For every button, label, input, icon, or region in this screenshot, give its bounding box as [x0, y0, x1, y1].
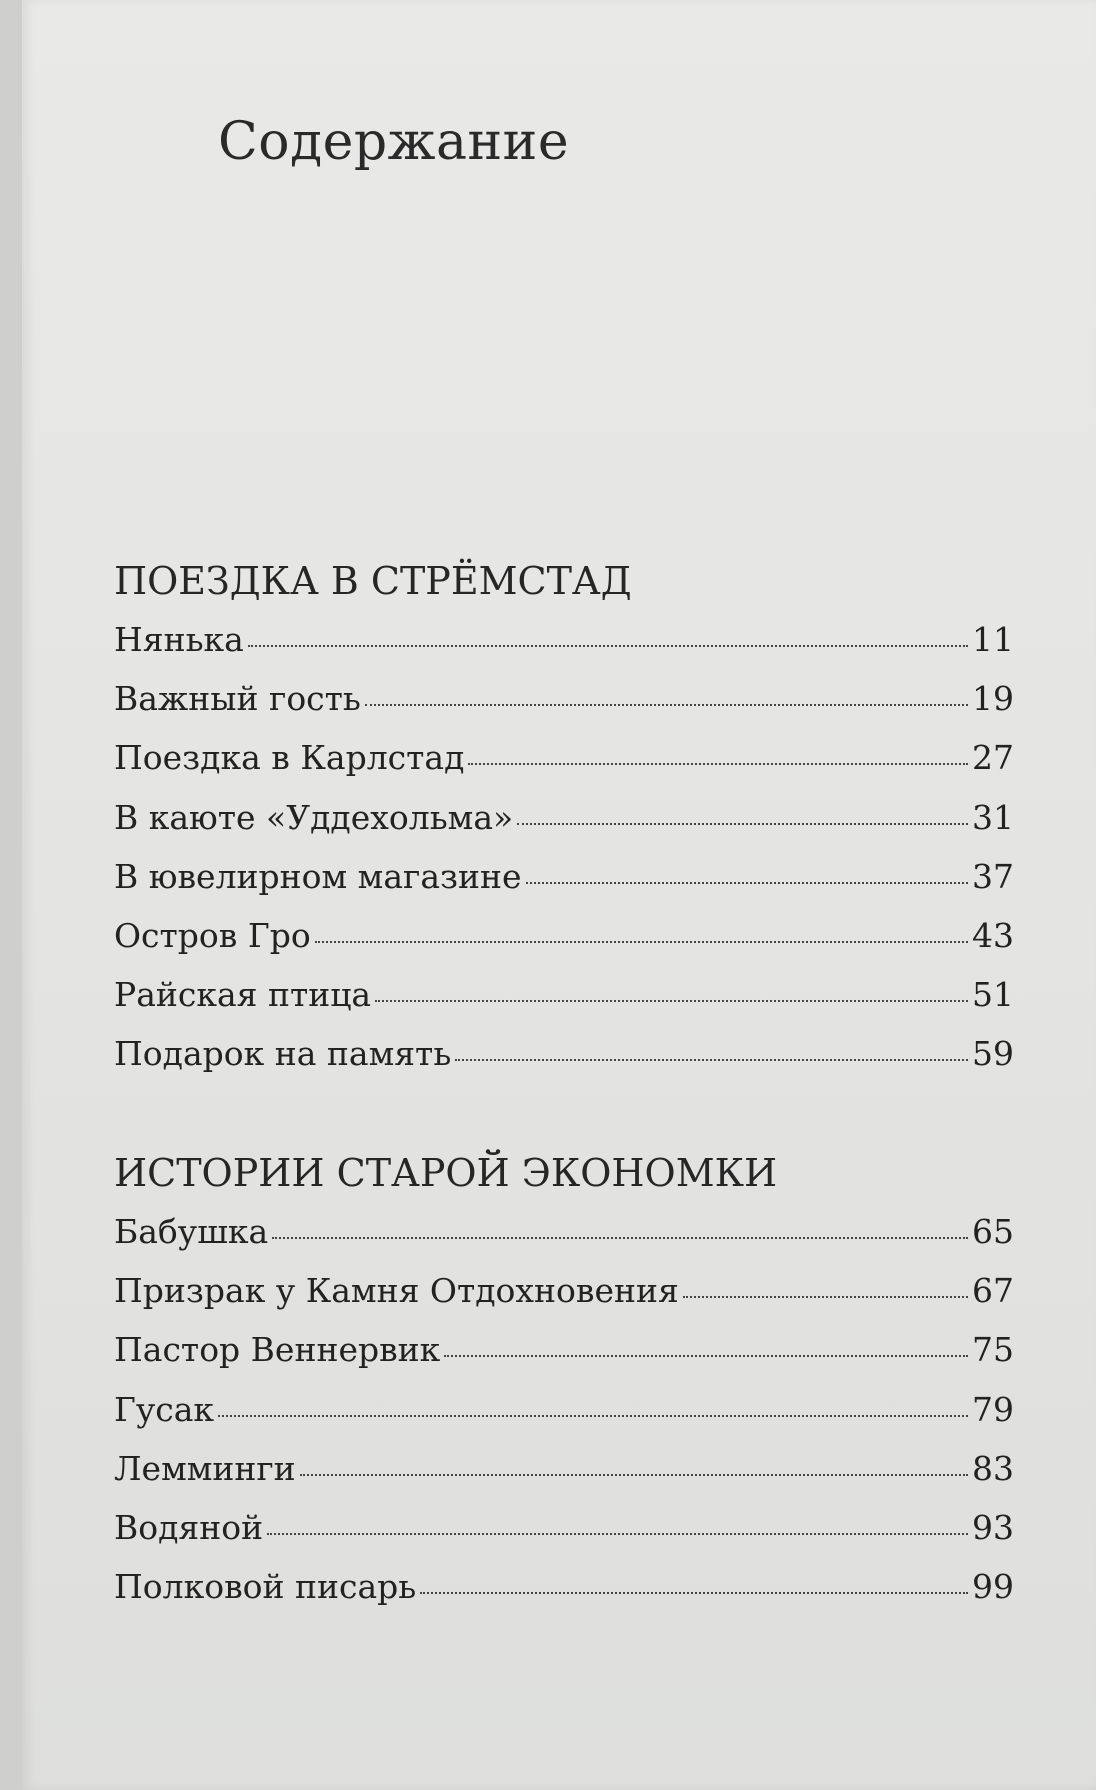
dot-leader	[375, 1000, 968, 1002]
entry-label: В ювелирном магазине	[114, 856, 522, 896]
entry-page: 59	[972, 1034, 1014, 1074]
book-gutter	[0, 0, 22, 1790]
toc-entry[interactable]	[114, 1024, 1014, 1083]
dot-leader	[444, 1355, 968, 1357]
dot-leader	[315, 941, 968, 943]
entry-label: Бабушка	[114, 1212, 269, 1251]
entry-label: Важный гость	[114, 679, 361, 719]
entry-label: Гусак	[114, 1389, 215, 1429]
toc-entry[interactable]	[114, 669, 1014, 728]
dot-leader	[365, 704, 968, 706]
toc-section-1	[114, 552, 1014, 1084]
entry-label: В каюте «Уддехольма»	[114, 797, 514, 837]
dot-leader	[420, 1592, 968, 1594]
entry-page: 19	[972, 679, 1014, 719]
toc-entry[interactable]	[114, 610, 1014, 669]
toc-entry[interactable]	[114, 1439, 1014, 1498]
entry-page: 11	[972, 620, 1014, 659]
entry-page: 31	[972, 797, 1014, 837]
entry-page: 43	[972, 915, 1014, 955]
toc-entry[interactable]	[114, 1202, 1014, 1261]
entry-label: Остров Гро	[114, 915, 311, 955]
toc-entry[interactable]	[114, 906, 1014, 965]
dot-leader	[683, 1296, 968, 1298]
entry-label: Нянька	[114, 620, 244, 659]
dot-leader	[218, 1415, 968, 1417]
book-page	[22, 0, 1096, 1790]
page-title: Содержание	[218, 112, 570, 172]
dot-leader	[248, 645, 968, 647]
entry-label: Водяной	[114, 1507, 264, 1547]
entry-page: 79	[972, 1389, 1014, 1429]
entry-label: Пастор Веннервик	[114, 1330, 441, 1370]
toc-entry[interactable]	[114, 1557, 1014, 1616]
entry-label: Поездка в Карлстад	[114, 738, 465, 778]
dot-leader	[267, 1533, 968, 1535]
toc-entry[interactable]	[114, 1320, 1014, 1379]
dot-leader	[300, 1474, 968, 1476]
section-title: ПОЕЗДКА В СТРЁМСТАД	[114, 559, 632, 603]
dot-leader	[526, 882, 968, 884]
toc-entry[interactable]	[114, 788, 1014, 847]
dot-leader	[455, 1059, 968, 1061]
toc-section-2	[114, 1144, 1014, 1616]
entry-page: 27	[972, 738, 1014, 778]
toc-entry[interactable]	[114, 1261, 1014, 1320]
toc-entry[interactable]	[114, 1380, 1014, 1439]
dot-leader	[468, 763, 968, 765]
entry-page: 65	[972, 1212, 1014, 1251]
dot-leader	[272, 1237, 968, 1239]
entry-label: Райская птица	[114, 975, 372, 1015]
entry-page: 93	[972, 1507, 1014, 1547]
entry-label: Лемминги	[114, 1448, 296, 1488]
toc-entry[interactable]	[114, 965, 1014, 1024]
section-title: ИСТОРИИ СТАРОЙ ЭКОНОМКИ	[114, 1151, 778, 1195]
toc-entry[interactable]	[114, 1498, 1014, 1557]
entry-page: 75	[972, 1330, 1014, 1370]
entry-page: 67	[972, 1271, 1014, 1311]
dot-leader	[517, 823, 968, 825]
entry-page: 83	[972, 1448, 1014, 1488]
entry-label: Подарок на память	[114, 1034, 452, 1074]
entry-page: 37	[972, 856, 1014, 896]
entry-page: 51	[972, 975, 1014, 1015]
entry-label: Полковой писарь	[114, 1567, 417, 1607]
toc-entry[interactable]	[114, 728, 1014, 787]
entry-label: Призрак у Камня Отдохновения	[114, 1271, 679, 1311]
toc-entry[interactable]	[114, 847, 1014, 906]
entry-page: 99	[972, 1567, 1014, 1607]
